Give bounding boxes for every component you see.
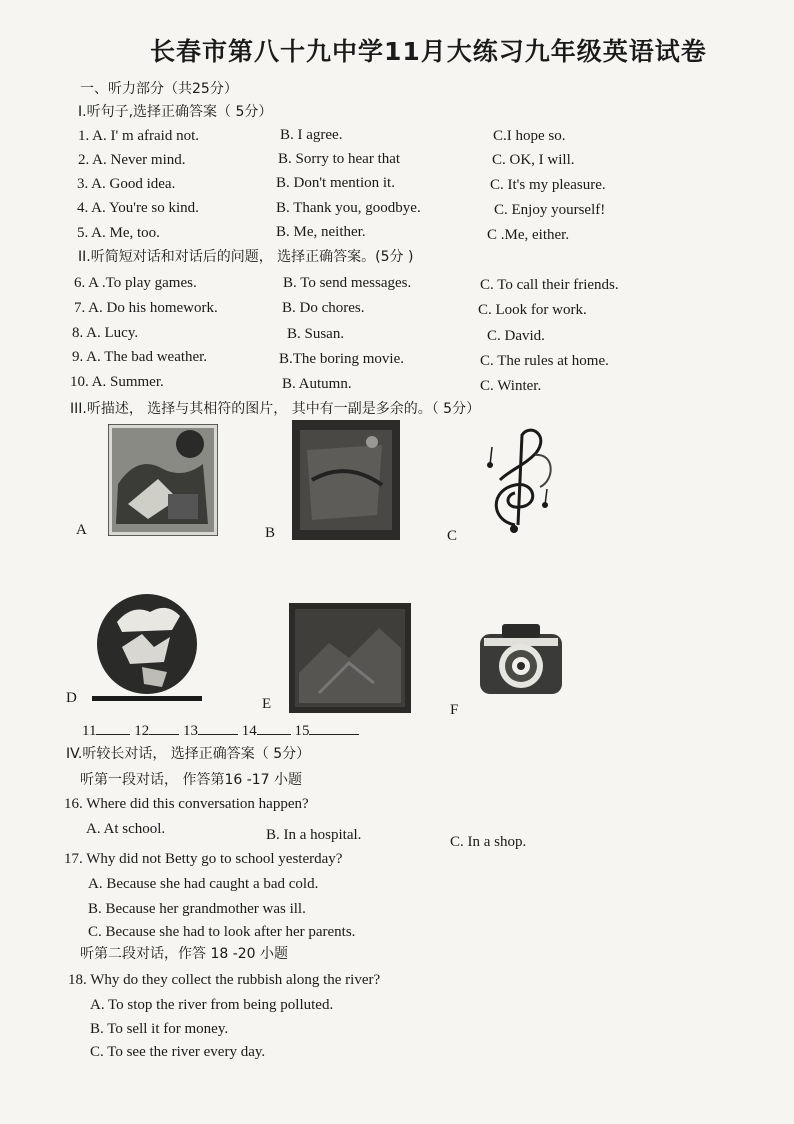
q16-option-b: B. In a hospital.: [266, 827, 362, 843]
q5-option-b: B. Me, neither.: [276, 224, 366, 240]
q1-option-a: 1. A. I' m afraid not.: [78, 128, 200, 144]
q18-stem: 18. Why do they collect the rubbish along the river?: [68, 972, 381, 988]
q4-option-a: 4. A. You're so kind.: [77, 200, 199, 216]
q10-option-c: C. Winter.: [480, 378, 542, 394]
q16-stem: 16. Where did this conversation happen?: [64, 796, 309, 812]
q18-option-c: C. To see the river every day.: [90, 1044, 266, 1060]
picture-d-label: D: [66, 690, 77, 706]
blank-number-14: 14: [241, 723, 257, 739]
q3-option-b: B. Don't mention it.: [276, 175, 395, 191]
q8-option-a: 8. A. Lucy.: [72, 325, 139, 341]
exam-title: 长春市第八十九中学11月大练习九年级英语试卷: [150, 37, 707, 66]
q3-option-a: 3. A. Good idea.: [77, 176, 176, 192]
part1-heading: I.听句子,选择正确答案（ 5分）: [78, 104, 273, 120]
picture-c-label: C: [447, 528, 458, 544]
blank-number-15: 15: [294, 723, 310, 739]
q4-option-b: B. Thank you, goodbye.: [276, 200, 421, 216]
q9-option-b: B.The boring movie.: [279, 351, 404, 367]
q16-option-c: C. In a shop.: [450, 834, 527, 850]
q6-option-c: C. To call their friends.: [480, 277, 619, 293]
picture-e-photo: [289, 603, 411, 713]
q17-option-a: A. Because she had caught a bad cold.: [88, 876, 319, 892]
q2-option-a: 2. A. Never mind.: [78, 152, 186, 168]
answer-blank-15[interactable]: [309, 720, 359, 735]
q2-option-b: B. Sorry to hear that: [278, 151, 401, 167]
q6-option-a: 6. A .To play games.: [74, 275, 197, 291]
part2-heading: II.听简短对话和对话后的问题， 选择正确答案。(5分 ): [78, 249, 414, 265]
picture-answer-blanks: [82, 720, 359, 740]
picture-a-photo: [108, 424, 218, 536]
answer-blank-12[interactable]: [149, 720, 179, 735]
q5-option-c: C .Me, either.: [487, 227, 570, 243]
picture-e-label: E: [262, 696, 272, 712]
picture-a-label: A: [76, 522, 87, 538]
q8-option-b: B. Susan.: [287, 326, 345, 342]
part4-heading: IV.听较长对话， 选择正确答案（ 5分）: [66, 746, 311, 762]
picture-c-music-note: [470, 425, 560, 535]
q10-option-a: 10. A. Summer.: [70, 374, 164, 390]
q8-option-c: C. David.: [487, 328, 545, 344]
blank-number-12: 12: [134, 723, 150, 739]
answer-blank-14[interactable]: [257, 720, 291, 735]
section-listening: 一、听力部分（共25分）: [80, 81, 238, 97]
answer-blank-11[interactable]: [96, 720, 130, 735]
answer-blank-13[interactable]: [198, 720, 238, 735]
q17-option-c: C. Because she had to look after her parents.: [88, 924, 356, 940]
q10-option-b: B. Autumn.: [282, 376, 352, 392]
q7-option-a: 7. A. Do his homework.: [74, 300, 218, 316]
q6-option-b: B. To send messages.: [283, 275, 412, 291]
q17-stem: 17. Why did not Betty go to school yesterday?: [64, 851, 343, 867]
q7-option-c: C. Look for work.: [478, 302, 587, 318]
q1-option-b: B. I agree.: [280, 127, 343, 143]
picture-d-photo: [92, 592, 202, 704]
q16-option-a: A. At school.: [86, 821, 166, 837]
q18-option-b: B. To sell it for money.: [90, 1021, 229, 1037]
dialog1-instruction: 听第一段对话， 作答第16 -17 小题: [80, 772, 303, 788]
picture-f-label: F: [450, 702, 459, 718]
part3-heading: III.听描述， 选择与其相符的图片， 其中有一副是多余的。（ 5分）: [70, 401, 481, 417]
q7-option-b: B. Do chores.: [282, 300, 365, 316]
blank-number-11: 11: [82, 723, 97, 739]
dialog2-instruction: 听第二段对话，作答 18 -20 小题: [80, 946, 289, 962]
q4-option-c: C. Enjoy yourself!: [494, 202, 606, 218]
q1-option-c: C.I hope so.: [493, 128, 566, 144]
picture-b-label: B: [265, 525, 276, 541]
q9-option-c: C. The rules at home.: [480, 353, 609, 369]
q17-option-b: B. Because her grandmother was ill.: [88, 901, 306, 917]
picture-b-photo: [292, 420, 400, 540]
blank-number-13: 13: [182, 723, 198, 739]
picture-f-camera: [476, 620, 566, 700]
q5-option-a: 5. A. Me, too.: [77, 225, 160, 241]
q9-option-a: 9. A. The bad weather.: [72, 349, 208, 365]
q3-option-c: C. It's my pleasure.: [490, 177, 606, 193]
q2-option-c: C. OK, I will.: [492, 152, 575, 168]
q18-option-a: A. To stop the river from being polluted.: [90, 997, 334, 1013]
